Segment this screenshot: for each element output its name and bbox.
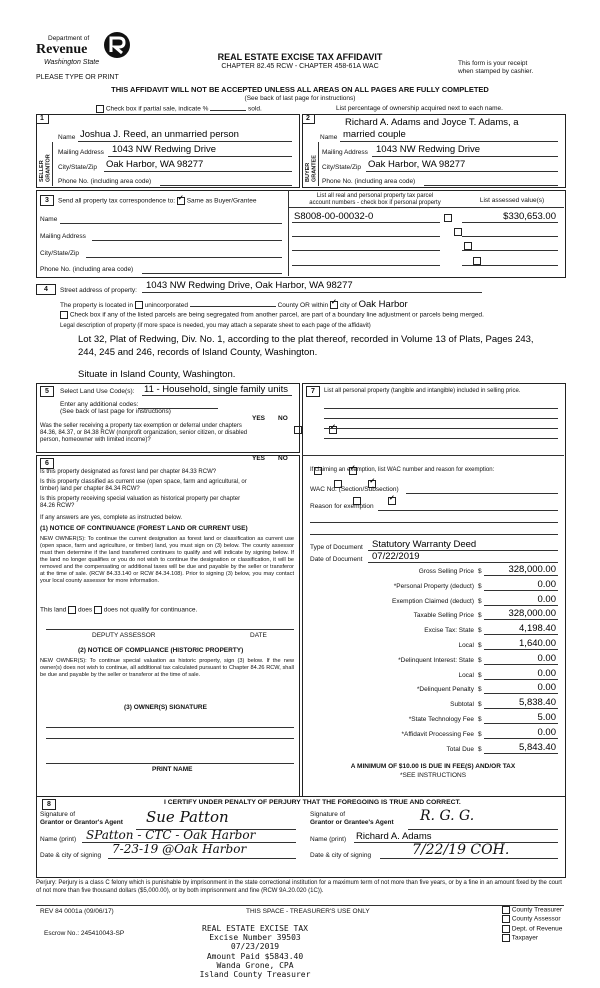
rev-number: REV 84 0001a (09/06/17) [40, 908, 114, 915]
receipt-note-2: when stamped by cashier. [458, 68, 534, 75]
form-chapter: CHAPTER 82.45 RCW - CHAPTER 458-61A WAC [221, 63, 379, 70]
seller-side-label: SELLER GRANTOR [39, 154, 52, 182]
stamp-line: Amount Paid $5843.40 [206, 951, 304, 961]
please-type: PLEASE TYPE OR PRINT [36, 74, 119, 81]
grantor-agent-label: Grantor or Grantor's Agent [40, 819, 123, 826]
land-use-label: Select Land Use Code(s): [60, 388, 135, 395]
section5-number: 5 [40, 386, 54, 397]
certify-text: I CERTIFY UNDER PENALTY OF PERJURY THAT THE FOREGOING IS TRUE AND CORRECT. [164, 799, 461, 806]
dollar-sign: $ [478, 746, 482, 753]
perjury-text: Perjury: Perjury is a class C felony which is punishable by imprisonment in the state correctional institution for a maximum term of not more than five years, or by a fine in an amount fixed by the court of not more than five thousand dollars ($5,000.00), or by both imprisonment and fine (RCW 9A.20.020 (1C)). [36, 880, 562, 894]
segregated-label: Check box if any of the listed parcels are being segregated from another parcel, are part of a boundary line adjustment or parcels being merged. [69, 311, 484, 319]
street-address[interactable]: 1043 NW Redwing Drive, Oak Harbor, WA 98277 [146, 280, 353, 291]
doc-date-label: Date of Document [310, 556, 363, 563]
seller-city[interactable]: Oak Harbor, WA 98277 [106, 159, 204, 170]
seller-box-number: 1 [36, 114, 49, 124]
s5-see-back: (See back of last page for instructions) [60, 408, 171, 415]
buyer-name-line-1[interactable]: Richard A. Adams and Joyce T. Adams, a [345, 117, 519, 128]
copy-checkbox[interactable] [502, 915, 510, 923]
fee-row-value[interactable]: 0.00 [537, 727, 556, 738]
buyer-name-label: Name [320, 134, 338, 141]
copy-distribution [502, 906, 562, 944]
s3-name-label: Name [40, 216, 58, 223]
doc-type[interactable]: Statutory Warranty Deed [372, 539, 477, 550]
deputy-date-label: DATE [250, 632, 267, 639]
fee-row-label: Local [458, 672, 474, 679]
wac-label: WAC No. (Section/Subsection) [310, 486, 399, 493]
this-land-label: This land [40, 606, 67, 614]
s5-no-header: NO [278, 415, 288, 422]
section6-number: 6 [40, 458, 54, 469]
fee-row-value[interactable]: 4,198.40 [519, 623, 556, 634]
additional-codes-label: Enter any additional codes: [60, 401, 139, 408]
warning-banner: THIS AFFIDAVIT WILL NOT BE ACCEPTED UNLESS ALL AREAS ON ALL PAGES ARE FULLY COMPLETED [111, 85, 489, 94]
land-use-code[interactable]: 11 - Household, single family units [144, 384, 288, 395]
stamp-line: Island County Treasurer [199, 969, 311, 979]
s6-no-header: NO [278, 455, 288, 462]
unincorporated-label: unincorporated [144, 302, 188, 309]
buyer-mailing[interactable]: 1043 NW Redwing Drive [376, 144, 481, 155]
washington-text: Washington State [44, 59, 100, 66]
fee-row-value[interactable]: 0.00 [537, 653, 556, 664]
assessed-header: List assessed value(s) [479, 197, 545, 204]
legal-label: Legal description of property (if more space is needed, you may attach a separate sheet to each page of the affidavit) [60, 323, 371, 329]
dollar-sign: $ [478, 612, 482, 619]
grantee-date-city[interactable]: 7/22/19 COH. [412, 842, 510, 858]
same-as-buyer-label: Same as Buyer/Grantee [186, 197, 257, 205]
copy-checkbox[interactable] [502, 934, 510, 942]
does-not-checkbox[interactable] [94, 606, 102, 614]
fee-row-value[interactable]: 328,000.00 [508, 564, 556, 575]
exemption-label: If claiming an exemption, list WAC number and reason for exemption: [310, 467, 495, 473]
s3-city-label: City/State/Zip [40, 250, 80, 257]
fee-row-value[interactable]: 0.00 [537, 579, 556, 590]
fee-row-value[interactable]: 5.00 [537, 712, 556, 723]
send-label: Send all property tax correspondence to: [58, 197, 176, 205]
county-or-within-label: County OR within [277, 302, 329, 309]
dollar-sign: $ [478, 598, 482, 605]
s3-phone-label: Phone No. (including area code) [40, 266, 134, 273]
fee-row-value[interactable]: 0.00 [537, 668, 556, 679]
buyer-city-label: City/State/Zip [322, 164, 362, 171]
grantor-date-city-label: Date & city of signing [40, 852, 102, 859]
grantee-agent-label: Grantor or Grantee's Agent [310, 819, 394, 826]
s6-if-yes: If any answers are yes, complete as instructed below. [40, 515, 183, 521]
grantor-print-name[interactable]: SPatton - CTC - Oak Harbor [86, 828, 256, 842]
minimum-due: A MINIMUM OF $10.00 IS DUE IN FEE(S) AND/OR TAX [350, 763, 516, 770]
personal-property-checkbox-2[interactable] [454, 228, 462, 236]
print-name-label: PRINT NAME [152, 766, 193, 773]
doc-type-label: Type of Document [310, 544, 363, 551]
partial-sale-label: Check box if partial sale, indicate % [105, 105, 209, 113]
personal-property-checkbox-4[interactable] [473, 257, 481, 265]
owner-signature-label: (3) OWNER(S) SIGNATURE [124, 704, 207, 711]
buyer-name-line-2[interactable]: married couple [343, 129, 406, 140]
revenue-text: Revenue [36, 42, 88, 57]
dor-logo [36, 30, 136, 76]
assessed-value[interactable]: $330,653.00 [503, 211, 556, 222]
fee-row-label: *Affidavit Processing Fee [401, 731, 474, 738]
notice1-body: NEW OWNER(S): To continue the current designation as forest land or classification as current use (open space, farm and agriculture, or timber) land, you must sign on (3) below. The county assessor must then determine if the land transferred continues to qualify and will indicate by signing below. If the land no longer qualifies or you do not wish to continue the designation or classification, it will be removed and the compensating or additional taxes will be due and payable by the seller or transferor at the time of sale. (RCW 84.33.140 or RCW 84.34.108). Prior to signing (3) below, you may contact your local county assessor for more information. [40, 536, 294, 584]
section4-number: 4 [36, 284, 56, 295]
fee-row-label: Local [458, 642, 474, 649]
see-back-note: (See back of last page for instructions) [244, 95, 356, 102]
treasurer-only: THIS SPACE - TREASURER'S USE ONLY [246, 908, 370, 915]
send-correspondence-row [58, 197, 256, 206]
continuance-row [40, 606, 197, 615]
buyer-mailing-label: Mailing Address [322, 149, 368, 156]
copy-item [502, 915, 562, 924]
does-label: does [78, 606, 93, 614]
property-city[interactable]: Oak Harbor [358, 299, 408, 310]
dollar-sign: $ [478, 583, 482, 590]
segregated-row [60, 311, 484, 320]
does-not-label: does not qualify for continuance. [103, 606, 198, 614]
city-of-label: city of [339, 302, 357, 309]
s5-question: Was the seller receiving a property tax exemption or deferral under chapters 84.36, 84.37, or 84.38 RCW (nonprofit organization, senior citizen, or disabled person, homeowner with limited income)? [40, 423, 248, 444]
fee-row-label: *Delinquent Penalty [416, 686, 474, 693]
seller-city-label: City/State/Zip [58, 164, 98, 171]
see-instructions: *SEE INSTRUCTIONS [399, 772, 467, 779]
receipt-note-1: This form is your receipt [458, 60, 528, 67]
located-row [60, 299, 408, 310]
dollar-sign: $ [478, 657, 482, 664]
fee-row-value[interactable]: 0.00 [537, 682, 556, 693]
notice2-title: (2) NOTICE OF COMPLIANCE (HISTORIC PROPERTY) [78, 647, 244, 654]
copy-item [502, 934, 562, 943]
fee-row-label: *Delinquent Interest: State [398, 657, 474, 664]
notice1-title: (1) NOTICE OF CONTINUANCE (FOREST LAND OR CURRENT USE) [40, 525, 248, 532]
stamp-line: Excise Number 39503 [209, 933, 301, 943]
fee-row-label: Taxable Selling Price [413, 612, 474, 619]
dollar-sign: $ [478, 672, 482, 679]
segregated-checkbox[interactable] [60, 311, 68, 319]
dollar-sign: $ [478, 686, 482, 693]
stamp-line: Wanda Grone, CPA [216, 960, 294, 970]
copy-label: County Treasurer [511, 906, 563, 914]
personal-property-checkbox-1[interactable] [444, 214, 452, 222]
escrow-number: Escrow No.: 245410043-SP [44, 930, 125, 937]
s6-q1: Is this property designated as forest land per chapter 84.33 RCW? [40, 469, 217, 475]
grantee-print-name[interactable]: Richard A. Adams [356, 831, 432, 842]
dollar-sign: $ [478, 627, 482, 634]
copy-label: Dept. of Revenue [511, 925, 563, 933]
form-title: REAL ESTATE EXCISE TAX AFFIDAVIT [217, 52, 383, 62]
s3-mailing-label: Mailing Address [40, 233, 86, 240]
section3-number: 3 [40, 195, 54, 206]
dollar-sign: $ [478, 642, 482, 649]
partial-sale-row [96, 105, 262, 114]
dept-of-text: Department of [48, 35, 90, 42]
grantor-date-city[interactable]: 7-23-19 @Oak Harbor [112, 842, 247, 856]
unincorporated-checkbox[interactable] [135, 301, 143, 309]
list-pct-note: List percentage of ownership acquired next to each name. [336, 105, 503, 112]
buyer-side-label: BUYER GRANTEE [305, 155, 318, 182]
copy-label: Taxpayer [511, 935, 539, 943]
stamp-line: 07/23/2019 [230, 942, 280, 952]
sold-label: sold. [248, 105, 262, 113]
seller-mailing-label: Mailing Address [58, 149, 104, 156]
buyer-city[interactable]: Oak Harbor, WA 98277 [368, 159, 466, 170]
seller-mailing[interactable]: 1043 NW Redwing Drive [112, 144, 217, 155]
buyer-phone-label: Phone No. (including area code) [322, 178, 416, 185]
notice2-body: NEW OWNER(S): To continue special valuation as historic property, sign (3) below. If the new owner(s) does not wish to continue, all additional tax calculated pursuant to Chapter 84.26 RCW, shall be due and payable by the seller or transferor at the time of sale. [40, 658, 294, 678]
treasurer-stamp [150, 924, 360, 979]
personal-property-label: List all personal property (tangible and intangible) included in selling price. [324, 388, 521, 394]
s6-yes-header: YES [252, 455, 266, 462]
fee-row-label: Subtotal [450, 701, 474, 708]
does-checkbox[interactable] [68, 606, 76, 614]
copy-checkbox[interactable] [502, 925, 510, 933]
grantee-name-print-label: Name (print) [310, 836, 347, 843]
fee-row-value[interactable]: 328,000.00 [508, 608, 556, 619]
fee-row-value[interactable]: 0.00 [537, 594, 556, 605]
parcel-number[interactable]: S8008-00-00032-0 [294, 211, 374, 222]
fee-row-value[interactable]: 1,640.00 [519, 638, 556, 649]
copy-item [502, 906, 562, 915]
fee-row-label: *Personal Property (deduct) [393, 583, 474, 590]
partial-sale-checkbox[interactable] [96, 105, 104, 113]
reason-label: Reason for exemption [310, 503, 374, 510]
fee-row-label: Excise Tax: State [424, 627, 474, 634]
parcel-header-2: account numbers - check box if personal property [309, 200, 441, 206]
fee-row-label: Total Due [446, 746, 474, 753]
fee-row-label: Exemption Claimed (deduct) [391, 598, 474, 605]
s6-q3: Is this property receiving special valuation as historical property per chapter 84.26 RCW? [40, 496, 241, 510]
dollar-sign: $ [478, 716, 482, 723]
stamp-line: REAL ESTATE EXCISE TAX [202, 924, 308, 933]
copy-label: County Assessor [511, 916, 561, 924]
grantee-signature[interactable]: R. G. G. [420, 808, 475, 824]
dor-logo-mark [102, 30, 132, 60]
section8-number: 8 [42, 799, 56, 810]
seller-name[interactable]: Joshua J. Reed, an unmarried person [80, 129, 239, 140]
s5-yes-header: YES [252, 415, 266, 422]
located-label: The property is located in [60, 302, 133, 309]
doc-date[interactable]: 07/22/2019 [372, 551, 420, 562]
copy-item [502, 925, 562, 934]
grantor-name-print-label: Name (print) [40, 836, 77, 843]
grantor-sig-of: Signature of [40, 811, 76, 818]
buyer-box-number: 2 [302, 114, 315, 124]
dollar-sign: $ [478, 731, 482, 738]
legal-description-3[interactable]: Situate in Island County, Washington. [78, 369, 236, 380]
parcel-header-1: List all real and personal property tax parcel [316, 193, 434, 199]
s6-q2: Is this property classified as current use (open space, farm and agricultural, or timber) land per chapter 84.34 RCW? [40, 479, 247, 493]
grantor-signature[interactable]: Sue Patton [146, 808, 229, 826]
legal-description-2[interactable]: 244, 245 and 246, records of Island County, Washington. [78, 347, 318, 358]
seller-name-label: Name [58, 134, 76, 141]
section7-number: 7 [306, 386, 320, 397]
fee-row-label: *State Technology Fee [408, 716, 474, 723]
copy-checkbox[interactable] [502, 906, 510, 914]
city-of-checkbox[interactable] [330, 301, 338, 309]
street-label: Street address of property: [60, 287, 137, 294]
legal-description-1[interactable]: Lot 32, Plat of Redwing, Div. No. 1, according to the plat thereof, recorded in Volume 13 of Plats, Pages 243, [78, 334, 534, 345]
fee-row-label: Gross Selling Price [418, 568, 474, 575]
grantee-date-city-label: Date & city of signing [310, 852, 372, 859]
same-as-buyer-checkbox[interactable] [177, 197, 185, 205]
dollar-sign: $ [478, 568, 482, 575]
fee-row-value[interactable]: 5,843.40 [519, 742, 556, 753]
grantee-sig-of: Signature of [310, 811, 346, 818]
dollar-sign: $ [478, 701, 482, 708]
fee-row-value[interactable]: 5,838.40 [519, 697, 556, 708]
seller-phone-label: Phone No. (including area code) [58, 178, 152, 185]
personal-property-checkbox-3[interactable] [464, 242, 472, 250]
deputy-assessor-label: DEPUTY ASSESSOR [92, 632, 156, 639]
